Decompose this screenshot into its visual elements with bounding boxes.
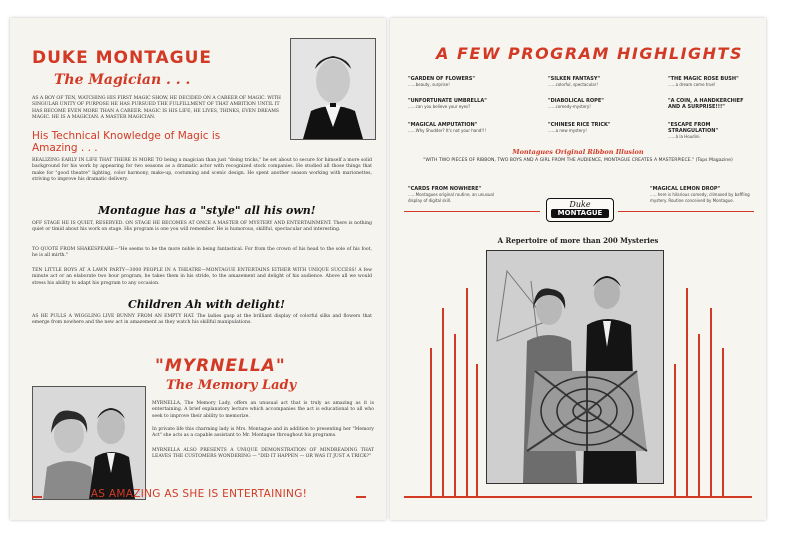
deco-line <box>698 334 700 496</box>
montague-logo <box>546 198 614 222</box>
logo-top-text: Duke <box>569 200 591 209</box>
highlight-item <box>408 98 494 110</box>
children-heading: Children Ah with delight! <box>128 298 285 311</box>
highlight-title: "A COIN, A HANDKERCHIEF AND A SURPRISE!!!" <box>668 98 744 111</box>
footer-banner: AS AMAZING AS SHE IS ENTERTAINING! <box>90 488 308 500</box>
children-text: AS HE PULLS A WIGGLING LIVE BUNNY FROM AN EMPTY HAT. The ladies gasp at the brilliant display of colorful silks and flowers that emerge from nowhere and the new act in amazement as they watch his skillful manipulations. <box>32 314 372 326</box>
highlight-title: "UNFORTUNATE UMBRELLA" <box>408 98 487 104</box>
highlight-sub: ......comedy-mystery! <box>548 104 591 110</box>
deco-line <box>686 288 688 496</box>
lemon-title: "MAGICAL LEMON DROP" <box>650 186 721 192</box>
left-panel <box>10 18 386 520</box>
highlight-title: "MAGICAL AMPUTATION" <box>408 122 478 128</box>
style-text-2: TO QUOTE FROM SHAKESPEARE—"He seems to be the more noble in being fantastical. For from the crown of his head to the sole of his foot, he is all mirth." <box>32 247 372 259</box>
duke-title: DUKE MONTAGUE <box>32 48 213 68</box>
myrnella-text-2: In private life this charming lady is Mrs. Montague and in addition to presenting her "Memory Act" she acts as a capable assistant to Mr. Montague throughout his programs. <box>152 427 374 439</box>
memory-lady-title: The Memory Lady <box>166 378 297 393</box>
myrnella-title: "MYRNELLA" <box>155 356 286 376</box>
couple-image <box>33 387 145 499</box>
highlights-title: A FEW PROGRAM HIGHLIGHTS <box>436 44 743 63</box>
deco-line <box>710 308 712 496</box>
deco-line <box>454 334 456 496</box>
right-panel <box>390 18 766 520</box>
style-text-3: TEN LITTLE BOYS AT A LAWN PARTY—3000 PEOPLE IN A THEATRE—MONTAGUE ENTERTAINS EITHER WITH UNIQUE SUCCESS! A few minute act or an elaborate two hour program, he takes them in his stride, to the amazement and delight of his audience. Above all we would stress his ability to adapt his program to any occasion. <box>32 268 372 286</box>
deco-line <box>442 308 444 496</box>
deco-line <box>430 348 432 496</box>
myrnella-text-1: MYRNELLA, The Memory Lady, offers an unusual act that is truly as amazing as it is entertaining. A brief explanatory lecture which accompanies the act is educational to all who seek to improve their ability to memorize. <box>152 401 374 419</box>
highlight-sub: ......à la Houdini. <box>668 134 701 140</box>
highlight-title: "SILKEN FANTASY" <box>548 76 601 82</box>
highlight-item <box>668 122 752 140</box>
myrnella-text-3: MYRNELLA ALSO PRESENTS A UNIQUE DEMONSTRATION OF MINDREADING THAT LEAVES THE CUSTOMERS WONDERING — "DID IT HAPPEN — OR WAS IT JUST A TRICK?" <box>152 448 374 460</box>
deco-baseline <box>404 496 752 498</box>
highlight-item <box>668 98 752 110</box>
highlight-sub: ......a new mystery! <box>548 128 587 134</box>
intro-text: AS A BOY OF TEN, WATCHING HIS FIRST MAGIC SHOW, HE DECIDED ON A CAREER OF MAGIC. WITH SINGULAR UNITY OF PURPOSE HE HAS PURSUED THE FULFILLMENT OF THAT AMBITION UNTIL IT HAS BECOME EVEN MORE THAN A CAREER. MAGIC IS HIS LIFE, HE LIVES, THINKS, EVEN DREAMS MAGIC. HE IS A MAGICIAN. A MASTER MAGICIAN. <box>32 96 281 121</box>
cards-text: ......Montagues original routine, an unusual display of digital skill. <box>408 192 494 203</box>
logo-bottom-text: MONTAGUE <box>551 209 609 218</box>
highlight-item <box>408 122 494 134</box>
style-text-1: OFF STAGE HE IS QUIET, RESERVED. ON STAGE HE BECOMES AT ONCE A MASTER OF MYSTERY AND ENTERTAINMENT. There is nothing quiet or timid about his work on stage. His program is one you will remember. He is humorous, skillful, spectacular and interesting. <box>32 221 372 233</box>
performers-image <box>487 251 663 483</box>
highlight-title: "DIABOLICAL ROPE" <box>548 98 604 104</box>
lemon-text: ......here is hilarious comedy, climaxed by baffling mystery. Routine conceived by Montague. <box>650 192 750 203</box>
deco-line <box>476 364 478 496</box>
highlight-item <box>548 76 630 88</box>
highlight-title: "CHINESE RICE TRICK" <box>548 122 611 128</box>
cards-item <box>408 186 508 203</box>
highlight-sub: ......Why Shudder? It's not your hand!!! <box>408 128 487 134</box>
highlight-sub: ......colorful, spectacular! <box>548 82 598 88</box>
highlight-item <box>668 76 752 88</box>
highlight-title: "ESCAPE FROM STRANGULATION" <box>668 122 719 135</box>
deco-line <box>722 348 724 496</box>
highlight-item <box>548 122 630 134</box>
highlight-sub: ......beauty, surprise! <box>408 82 450 88</box>
duke-portrait-photo <box>290 38 376 140</box>
technical-text: REALIZING EARLY IN LIFE THAT THERE IS MORE TO being a magician than just "doing tricks," he set about to secure for himself a more solid background for his work by appearing for two seasons as a dramatic actor with recognized stock companies. He studied all those things that make for "good theatre" lighting, color harmony, make-up, costuming and scenic design. He spent another season working with marionettes, striving to improve his dramatic delivery. <box>32 158 372 183</box>
highlight-title: "GARDEN OF FLOWERS" <box>408 76 475 82</box>
lemon-item <box>650 186 754 203</box>
myrnella-photo <box>32 386 146 500</box>
divider-left <box>404 211 540 212</box>
highlight-item <box>548 98 630 110</box>
cards-title: "CARDS FROM NOWHERE" <box>408 186 482 192</box>
highlight-sub: ......can you believe your eyes? <box>408 104 471 110</box>
repertoire-caption: A Repertoire of more than 200 Mysteries <box>497 236 659 245</box>
banner-rule-left <box>32 496 42 498</box>
technical-heading: His Technical Knowledge of Magic is Amazing . . . <box>32 130 221 154</box>
highlight-item <box>408 76 490 88</box>
ribbon-text: "WITH TWO PIECES OF RIBBON, TWO BOYS AND A GIRL FROM THE AUDIENCE, MONTAGUE CREATES A MASTERPIECE." (Tops Magazine) <box>423 158 733 163</box>
portrait-image <box>291 39 375 139</box>
deco-line <box>466 288 468 496</box>
ribbon-heading: Montagues Original Ribbon Illusion <box>512 148 644 156</box>
highlight-title: "THE MAGIC ROSE BUSH" <box>668 76 739 82</box>
divider-right <box>618 211 754 212</box>
magician-title: The Magician . . . <box>54 72 191 88</box>
performers-photo <box>486 250 664 484</box>
highlight-sub: ......a dream come true! <box>668 82 716 88</box>
deco-line <box>674 364 676 496</box>
style-heading: Montague has a "style" all his own! <box>98 204 316 217</box>
banner-rule-right <box>356 496 366 498</box>
